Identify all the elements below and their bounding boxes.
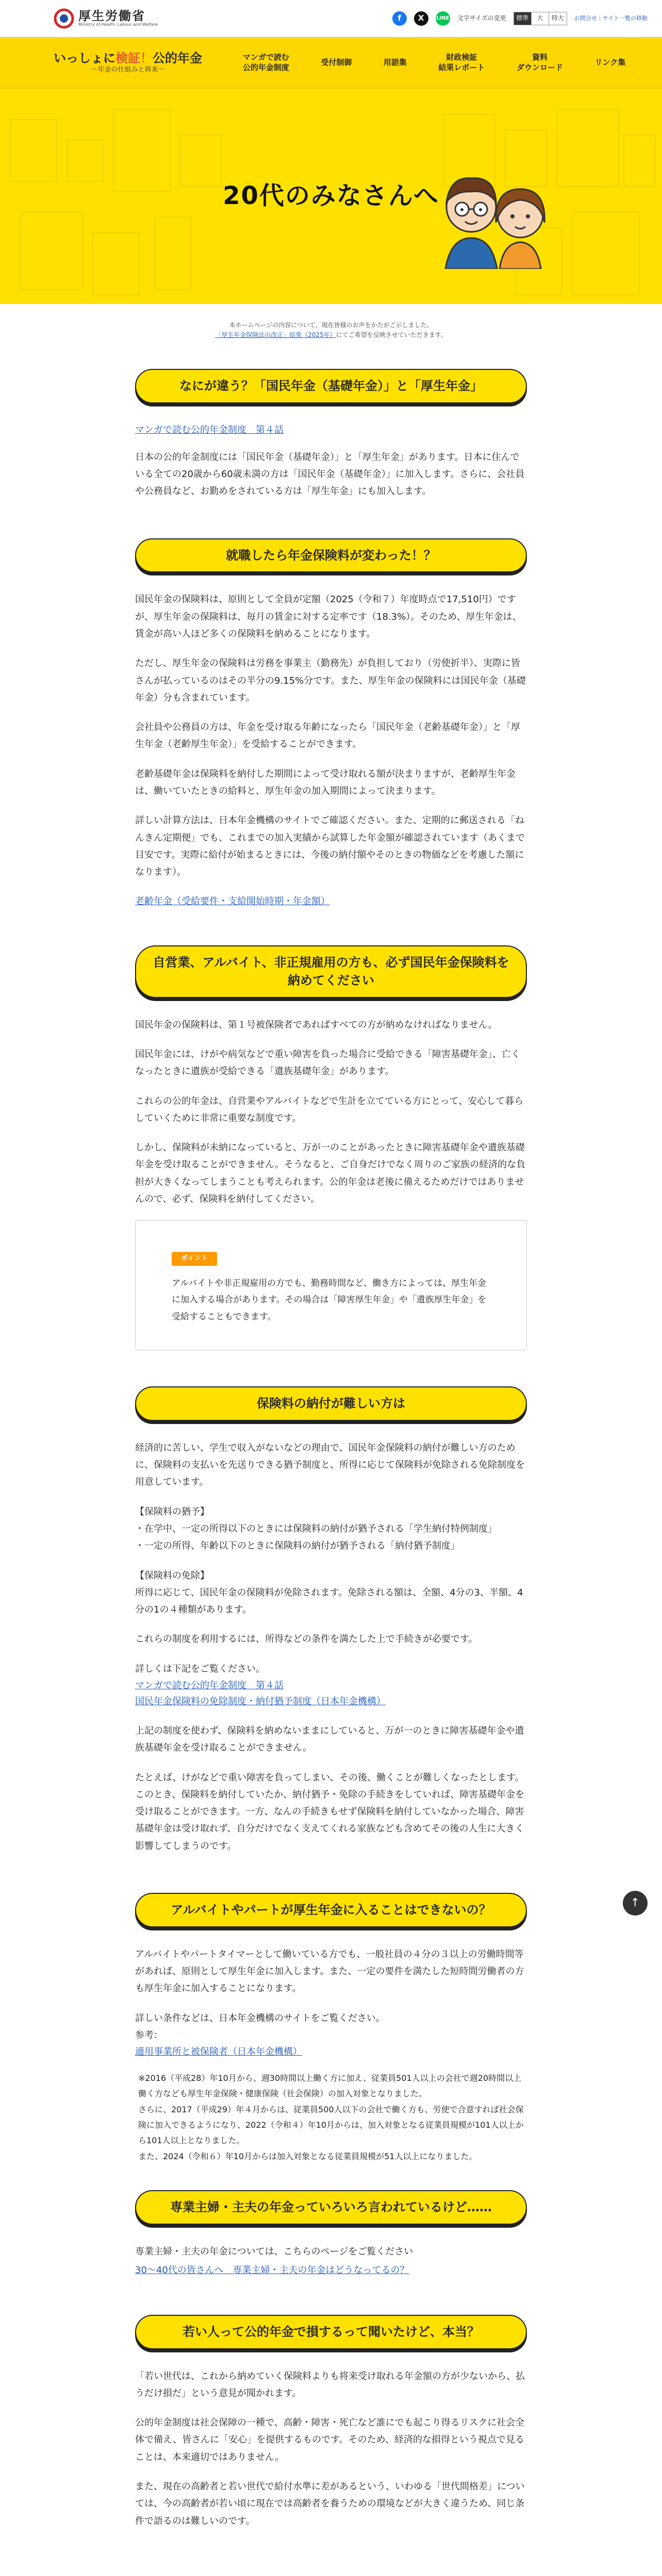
site-subtitle: 〜年金の仕組みと将来〜 (91, 65, 165, 74)
top-bar (0, 0, 662, 37)
arrow-up-icon: ↑ (630, 1896, 640, 1909)
young-couple-illustration (435, 166, 554, 269)
point-text: アルバイトや非正規雇用の方でも、勤務時間など、働き方によっては、厚生年金に加入する場合があります。その場合は「障害厚生年金」や「遺族厚生年金」を受給することもできます。 (172, 1278, 487, 1322)
hero-banner (0, 89, 662, 304)
section-heading: 専業主婦・主夫の年金っていろいろ言われているけど…… (135, 2190, 527, 2225)
nav-links[interactable]: リンク集 (594, 57, 626, 67)
exemption-system-link[interactable]: 国民年金保険料の免除制度・納付猶予制度（日本年金機構） (135, 1696, 386, 1707)
paragraph: 「若い世代は、これから納めていく保険料よりも将来受け取れる年金額の方が少ないから、払うだけ損だ」という意見が聞かれます。 (135, 2370, 525, 2399)
section-heading: 保険料の納付が難しい方は (135, 1386, 527, 1421)
font-size-switcher (514, 12, 567, 25)
paragraph-deferral: 【保険料の猶予】 ・在学中、一定の所得以下のときには保険料の納付が猶予される「学生納付特例制度」 ・一定の所得、年齢以下のときに保険料の納付が猶予される「納付猶予制度」 (135, 1506, 497, 1552)
paragraph: 日本の公的年金制度には「国民年金（基礎年金）」と「厚生年金」があります。日本に住んでいる全ての20歳から60歳未満の方は「国民年金（基礎年金）」に加入します。さらに、会社員や公務員など、お勤めをされている方は「厚生年金」にも加入します。 (135, 451, 525, 497)
site-title-prefix: いっしょに (54, 50, 115, 65)
global-nav (0, 37, 662, 89)
nav-manga[interactable]: マンガで読む 公的年金制度 (242, 52, 289, 72)
main-content (135, 343, 527, 2563)
section-self-employed (135, 920, 527, 1350)
font-size-large-button[interactable]: 大 (532, 12, 549, 25)
paragraph: また、現在の高齢者と若い世代で給付水準に差があるという、いわゆる「世代間格差」については、今の高齢者が若い頃に現在では高齢者を養うための環境などが大きく違うため、同じ条件で語るのは難しいのです。 (135, 2481, 525, 2527)
font-size-standard-button[interactable]: 標準 (514, 12, 532, 25)
section-housewife-pension (135, 2164, 527, 2289)
paragraph: 国民年金には、けがや病気などで重い障害を負った場合に受給できる「障害基礎年金」、亡くなったときに遺族が受給できる「遺族基礎年金」があります。 (135, 1048, 520, 1077)
intro-line2: にてご希望を反映させていただきます。 (336, 331, 447, 339)
manga-episode4-link[interactable]: マンガで読む公的年金制度 第４話 (135, 425, 284, 436)
paragraph: 詳しくは下記をご覧ください。 (135, 1663, 265, 1674)
facebook-icon[interactable]: f (392, 11, 407, 26)
paragraph: 会社員や公務員の方は、年金を受け取る年齢になったら「国民年金（老齢基礎年金）」と「厚生年金（老齢厚生年金）」を受給することができます。 (135, 722, 520, 750)
section-premium-changed (135, 513, 527, 920)
x-icon[interactable]: X (414, 11, 428, 26)
paragraph: 国民年金の保険料は、第１号被保険者であればすべての方が納めなければなりません。 (135, 1019, 498, 1030)
section-heading: 若い人って公的年金で損するって聞いたけど、本当？ (135, 2315, 527, 2349)
logo-name: 厚生労働省 (78, 8, 145, 23)
section-payment-difficulty (135, 1361, 527, 1855)
paragraph: 詳しい計算方法は、日本年金機構のサイトでご確認ください。また、定期的に郵送される「ねんきん定期便」でも、これまでの加入実績から試算した年金額が確認されています（あくまで目安です。実際に給付が始まるときには、今後の納付額やそのときの物価などを考慮した額になります）。 (135, 815, 525, 878)
paragraph: アルバイトやパートタイマーとして働いている方でも、一般社員の４分の３以上の労働時間等があれば、原則として厚生年金に加入します。また、一定の要件を満たした短時間労働者の方も厚生年金に加入することになります。 (135, 1948, 524, 1994)
section-part-time-kosei (135, 1867, 527, 2164)
paragraph: 専業主婦・主夫の年金については、こちらのページをご覧ください (135, 2246, 413, 2257)
paragraph: これらの制度を利用するには、所得などの条件を満たした上で手続きが必要です。 (135, 1634, 478, 1645)
section-heading: アルバイトやパートが厚生年金に入ることはできないの？ (135, 1893, 527, 1927)
point-box (135, 1220, 527, 1350)
section-kokumin-vs-kosei (135, 343, 527, 500)
font-size-label: 文字サイズの変更 (457, 14, 506, 22)
paragraph-exemption: 【保険料の免除】 所得に応じて、国民年金の保険料が免除されます。免除される額は、全額、4分の3、半額、4分の1の４種類があります。 (135, 1570, 523, 1616)
paragraph: ただし、厚生年金の保険料は労務を事業主（勤務先）が負担しており（労使折半）、実際に皆さんが払っているのはその半分の9.15%分です。また、厚生年金の保険料には国民年金（基礎年金）分も含まれています。 (135, 658, 526, 703)
paragraph: たとえば、けがなどで重い障害を負ってしまい、その後、働くことが難しくなったとします。このとき、保険料を納付していたか、納付猶予・免除の手続きをしていれば、障害基礎年金を受け取ることができます。一方、なんの手続きもせず保険料を納付していなかった場合、障害基礎年金は受け取れず、自分だけでなく支えてくれる家族なども含めてその後の人生に大きく影響してしまうのです。 (135, 1772, 525, 1852)
site-title-highlight: 検証！ (115, 50, 153, 65)
intro-line1: 本ホームページの内容について、現在皆様のお声をかたがご示しました。 (229, 321, 433, 329)
paragraph: 公的年金制度は社会保障の一種で、高齢・障害・死亡など誰にでも起こり得るリスクに社会全体で備え、皆さんに「安心」を提供するものです。そのため、経済的な損得という視点で見ることは、本来適切ではありません。 (135, 2417, 525, 2463)
related-links (135, 1677, 527, 1710)
site-title-suffix: 公的年金 (153, 50, 202, 65)
paragraph: 詳しい条件などは、日本年金機構のサイトをご覧ください。 参考： (135, 2012, 385, 2041)
paragraph: これらの公的年金は、自営業やアルバイトなどで生計を立てている方にとって、安心して暮らしていくために非常に重要な制度です。 (135, 1095, 524, 1124)
section-heading: 就職したら年金保険料が変わった！？ (135, 538, 527, 573)
section-heading: なにが違う？「国民年金（基礎年金）」と「厚生年金」 (135, 369, 527, 403)
nav-glossary[interactable]: 用語集 (383, 57, 407, 67)
point-badge: ポイント (172, 1252, 217, 1266)
paragraph: 国民年金の保険料は、原則として全員が定額（2025（令和７）年度時点で17,510円）ですが、厚生年金の保険料は、毎月の賃金に対する定率です（18.3%）。そのため、厚生年金は、賃金が高い人ほど多くの保険料を納めることになります。 (135, 594, 522, 639)
font-size-xlarge-button[interactable]: 特大 (551, 14, 564, 22)
section-young-people-loss (135, 2289, 527, 2530)
coverage-expansion-note: ※2016（平成28）年10月から、週30時間以上働く方に加え、従業員501人以上の会社で週20時間以上働く方なども厚生年金保険・健康保険（社会保険）の加入対象となりました。 さらに、2017（平成29）年４月からは、従業員500人以下の会社で働く方も、労使で合意すれば社会保険に加入できるようになり、2022（令和４）年10月からは、加入対象となる従業員規模が101人以上から101人以上となりました。 また、2024（令和６）年10月からは加入対象となる従業員規模が51人以上になりました。 (138, 2073, 524, 2161)
nav-reception[interactable]: 受付制御 (321, 57, 352, 67)
housewife-pension-link[interactable]: 30〜40代の皆さんへ 専業主婦・主夫の年金はどうなってるの？ (135, 2265, 409, 2276)
paragraph: しかし、保険料が未納になっていると、万が一のことがあったときに障害基礎年金や遺族基礎年金を受け取ることができません。そうなると、ご自身だけでなく周りのご家族の経済的な負担が大きくなってしまうことも考えられます。公的年金は老後に備えるためだけではありませんので、必ず、保険料を納付してください。 (135, 1142, 526, 1205)
old-age-pension-link[interactable]: 老齢年金（受給要件・支給開始時期・年金額） (135, 895, 330, 907)
hero-title: 20代のみなさんへ (223, 181, 439, 210)
line-icon[interactable]: LINE (436, 11, 450, 26)
intro-survey-link[interactable]: 「厚生年金保険法の改正」結果（2025年） (215, 331, 336, 339)
utility-links[interactable]: お問合せ｜サイト一覧の移動 (574, 14, 648, 22)
scroll-to-top-button[interactable] (623, 1891, 648, 1916)
logo-english: Ministry of Health, Labour and Welfare (78, 22, 158, 27)
paragraph: 老齢基礎年金は保険料を納付した期間によって受け取れる額が決まりますが、老齢厚生年金は、働いていたときの給料と、厚生年金の加入期間によって決まります。 (135, 768, 516, 797)
mhlw-emblem-icon (54, 8, 74, 29)
nav-download[interactable]: 資料 ダウンロード (516, 52, 563, 72)
section-heading: 自営業、アルバイト、非正規雇用の方も、必ず国民年金保険料を納めてください (135, 945, 527, 998)
nav-financial-verification[interactable]: 財政検証 結果レポート (438, 52, 485, 72)
paragraph: 上記の制度を使わず、保険料を納めないままにしていると、万が一のときに障害基礎年金や遺族基礎年金を受け取ることができません。 (135, 1725, 524, 1754)
intro-note (0, 304, 662, 343)
mhlw-logo[interactable] (54, 8, 158, 29)
paragraph: 経済的に苦しい、学生で収入がないなどの理由で、国民年金保険料の納付が難しい方のために、保険料の支払いを先送りできる猶予制度と、所得に応じて保険料が免除される免除制度を用意しています。 (135, 1442, 525, 1488)
manga-episode4-link[interactable]: マンガで読む公的年金制度 第４話 (135, 1680, 284, 1691)
insured-persons-link[interactable]: 適用事業所と被保険者（日本年金機構） (135, 2046, 302, 2058)
site-title[interactable] (54, 50, 202, 74)
